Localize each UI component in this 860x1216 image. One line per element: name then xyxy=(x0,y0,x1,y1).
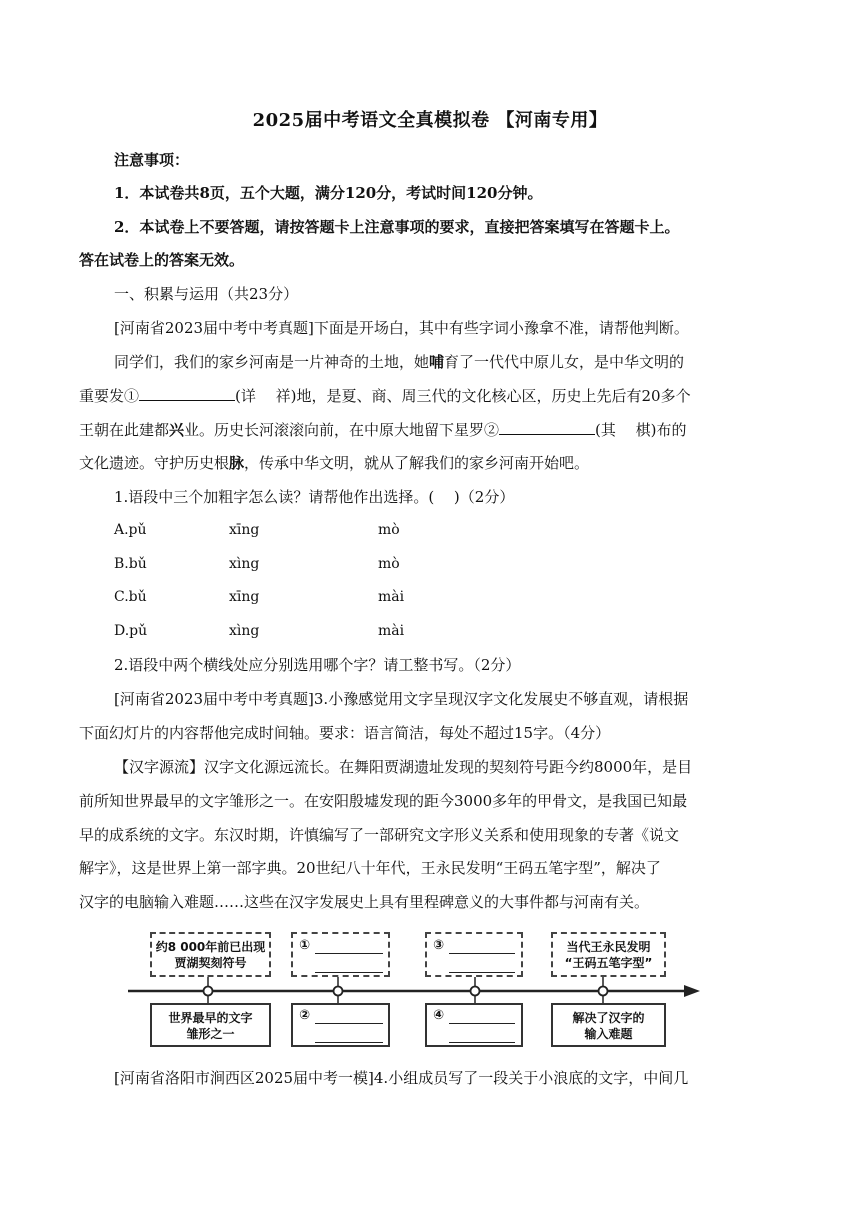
text: (详 祥)地，是夏、商、周三代的文化核心区，历史上先后有20多个 xyxy=(235,387,691,405)
question-1: 1.语段中三个加粗字怎么读？请帮他作出选择。( )（2分） xyxy=(114,488,515,506)
notice-item-2-cont: 答在试卷上的答案无效。 xyxy=(79,251,245,269)
text: 王朝在此建都 xyxy=(79,421,170,439)
question-3-line-1: [河南省2023届中考中考真题]3.小豫感觉用文字呈现汉字文化发展史不够直观，请根据 xyxy=(114,690,689,708)
notice-item-1: 1．本试卷共8页，五个大题，满分120分，考试时间120分钟。 xyxy=(114,184,543,202)
box-text: 解决了汉字的 xyxy=(572,1011,645,1025)
answer-blank-1 xyxy=(139,386,235,401)
question-intro: [河南省2023届中考中考真题]下面是开场白，其中有些字词小豫拿不准，请帮他判断。 xyxy=(114,319,689,337)
number-marker: ① xyxy=(299,938,311,953)
timeline-bottom-box-1 xyxy=(150,1003,271,1047)
question-3-line-2: 下面幻灯片的内容帮他完成时间轴。要求：语言简洁，每处不超过15字。（4分） xyxy=(79,724,611,742)
slide-line-5: 汉字的电脑输入难题……这些在汉字发展史上具有里程碑意义的大事件都与河南有关。 xyxy=(79,893,650,911)
answer-line xyxy=(315,953,383,954)
bold-char: 兴 xyxy=(169,421,185,439)
slide-line-1: 【汉字源流】汉字文化源远流长。在舞阳贾湖遗址发现的契刻符号距今约8000年，是目 xyxy=(114,758,693,776)
answer-line xyxy=(315,972,383,973)
answer-line xyxy=(449,1023,515,1024)
option-d-letter: D.pǔ xyxy=(114,623,148,639)
option-c-p3: mài xyxy=(378,589,405,605)
answer-blank-2 xyxy=(499,420,595,435)
answer-line xyxy=(449,953,515,954)
section-heading: 一、积累与运用（共23分） xyxy=(114,285,299,303)
passage-line-2 xyxy=(79,386,691,406)
option-d-p3: mài xyxy=(378,623,405,639)
text: ，传承中华文明，就从了解我们的家乡河南开始吧。 xyxy=(244,454,590,472)
text: 业。历史长河滚滚向前，在中原大地留下星罗② xyxy=(184,421,500,439)
answer-line xyxy=(315,1042,383,1043)
text: 育了一代代中原儿女，是中华文明的 xyxy=(444,353,685,371)
slide-line-3: 早的成系统的文字。东汉时期，许慎编写了一部研究文字形义关系和使用现象的专著《说文 xyxy=(79,826,680,844)
notice-heading: 注意事项： xyxy=(114,151,190,169)
text: 重要发① xyxy=(79,387,140,405)
box-text: 雏形之一 xyxy=(186,1027,235,1041)
question-2: 2.语段中两个横线处应分别选用哪个字？请工整书写。（2分） xyxy=(114,656,521,674)
box-text: 输入难题 xyxy=(584,1027,633,1041)
slide-line-4: 解字》，这是世界上第一部字典。20世纪八十年代，王永民发明“王码五笔字型”，解决了 xyxy=(79,859,661,877)
option-c-letter: C.bǔ xyxy=(114,589,147,605)
number-marker: ④ xyxy=(433,1008,445,1023)
option-b-letter: B.bǔ xyxy=(114,556,147,572)
question-4-line: [河南省洛阳市涧西区2025届中考一模]4.小组成员写了一段关于小浪底的文字，中间几 xyxy=(114,1069,689,1087)
option-b-p3: mò xyxy=(378,556,400,572)
timeline-bottom-box-2 xyxy=(291,1003,390,1047)
option-a-letter: A.pǔ xyxy=(114,522,147,538)
timeline-top-box-3 xyxy=(425,932,523,977)
timeline-bottom-box-4 xyxy=(551,1003,666,1047)
notice-item-2: 2．本试卷上不要答题，请按答题卡上注意事项的要求，直接把答案填写在答题卡上。 xyxy=(114,218,680,236)
passage-line-3 xyxy=(79,420,687,440)
timeline-top-box-4 xyxy=(551,932,666,977)
option-d-p2: xìng xyxy=(229,623,260,639)
text: 同学们，我们的家乡河南是一片神奇的土地，她 xyxy=(114,353,430,371)
timeline-top-box-2 xyxy=(291,932,390,977)
option-b-p2: xìng xyxy=(229,556,260,572)
bold-char: 脉 xyxy=(229,454,245,472)
box-text: “王码五笔字型” xyxy=(564,956,653,970)
box-text: 约8 000年前已出现 xyxy=(155,940,266,954)
text: 文化遗迹。守护历史根 xyxy=(79,454,230,472)
number-marker: ② xyxy=(299,1008,311,1023)
answer-line xyxy=(315,1023,383,1024)
text: (其 棋)布的 xyxy=(595,421,687,439)
timeline-top-box-1 xyxy=(150,932,271,977)
bold-char: 哺 xyxy=(429,353,445,371)
number-marker: ③ xyxy=(433,938,445,953)
box-text: 世界最早的文字 xyxy=(168,1011,253,1025)
timeline-bottom-box-3 xyxy=(425,1003,523,1047)
answer-line xyxy=(449,972,515,973)
answer-line xyxy=(449,1042,515,1043)
page-title: 2025届中考语文全真模拟卷 【河南专用】 xyxy=(252,110,608,131)
option-c-p2: xīng xyxy=(229,589,260,605)
passage-line-1 xyxy=(114,352,684,372)
option-a-p2: xīng xyxy=(229,522,260,538)
option-a-p3: mò xyxy=(378,522,400,538)
passage-line-4 xyxy=(79,453,589,473)
box-text: 贾湖契刻符号 xyxy=(174,956,247,970)
box-text: 当代王永民发明 xyxy=(566,940,651,954)
slide-line-2: 前所知世界最早的文字雏形之一。在安阳殷墟发现的距今3000多年的甲骨文，是我国已知最 xyxy=(79,792,688,810)
